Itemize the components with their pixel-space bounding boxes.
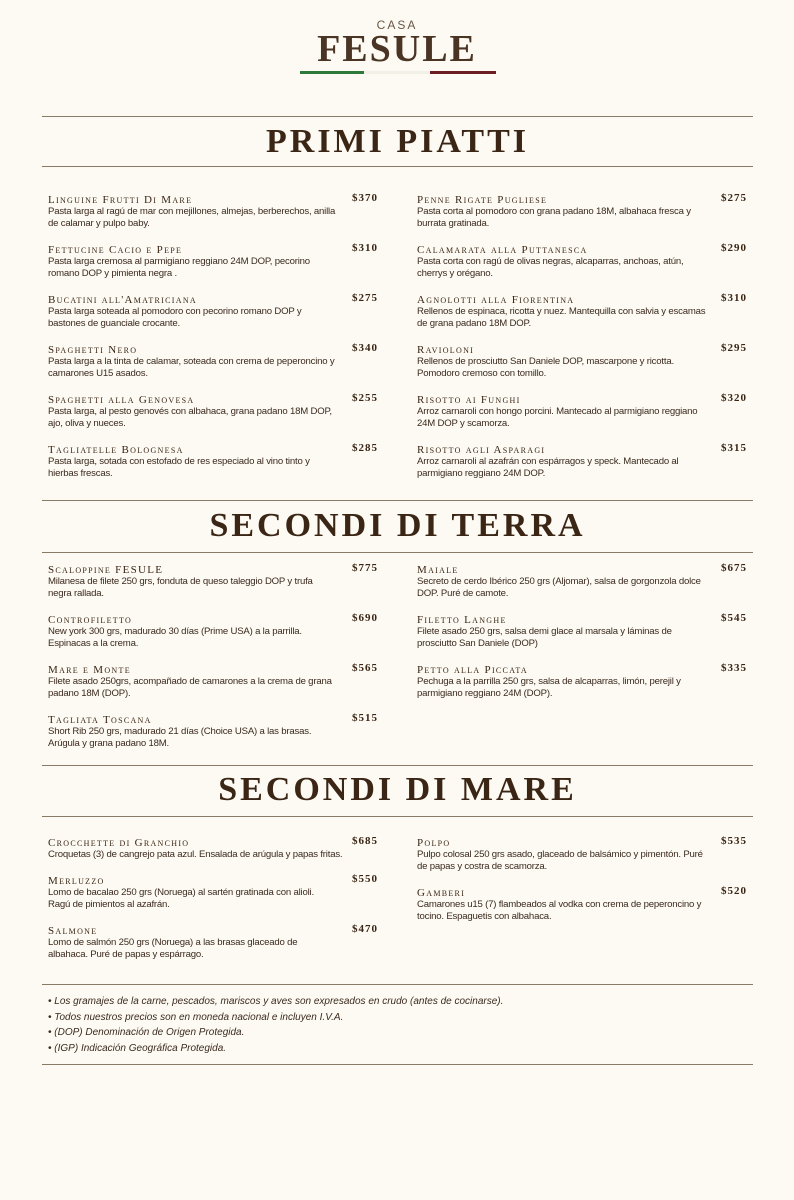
divider [42,166,753,167]
item-name: Scaloppine FESULE [48,564,164,576]
item-name: Ravioloni [417,344,475,356]
menu-item [48,344,378,380]
item-name: Crocchette di Granchio [48,837,190,849]
footnote: • (DOP) Denominación de Origen Protegida. [48,1027,245,1038]
item-description: Pasta corta al pomodoro con grana padano 18M, albahaca fresca y burrata gratinada. [417,206,691,229]
footnotes [48,994,748,1056]
restaurant-logo [0,18,794,68]
item-price: $275 [721,192,747,204]
item-name: Gamberi [417,887,466,899]
footnote: • (IGP) Indicación Geográfica Protegida. [48,1042,227,1054]
item-price: $470 [352,923,378,935]
item-price: $255 [352,392,378,404]
item-price: $515 [352,712,378,724]
menu-item [48,614,378,650]
item-name: Merluzzo [48,875,105,887]
divider [42,500,753,501]
item-price: $310 [721,292,747,304]
item-name: Salmone [48,925,98,937]
logo-casa: CASA [376,18,418,32]
menu-item [417,614,747,650]
menu-item [48,294,378,330]
item-price: $550 [352,873,378,885]
item-description: New york 300 grs, madurado 30 días (Prime USA) a la parrilla. Espinacas a la crema. [48,626,302,649]
item-name: Penne Rigate Pugliese [417,194,548,206]
item-price: $370 [352,192,378,204]
item-description: Filete asado 250 grs, salsa demi glace al marsala y láminas de prosciutto San Daniele (DOP) [417,626,672,649]
menu-item [48,837,378,861]
item-name: Tagliata Toscana [48,714,152,726]
item-price: $520 [721,885,747,897]
item-description: Pasta larga al ragú de mar con mejillones, almejas, berberechos, anilla de calamar y pulpo baby. [48,206,336,229]
menu-item [417,564,747,600]
menu-item [48,444,378,480]
item-description: Short Rib 250 grs, madurado 21 días (Choice USA) a las brasas. Arúgula y grana padano 18M. [48,726,312,749]
divider [42,816,753,817]
item-description: Pechuga a la parrilla 250 grs, salsa de alcaparras, limón, perejil y parmigiano reggiano 24M (DOP). [417,676,681,699]
item-description: Secreto de cerdo Ibérico 250 grs (Aljomar), salsa de gorgonzola dolce DOP. Puré de camote. [417,576,701,599]
menu-item [417,837,747,873]
divider [42,1064,753,1065]
item-name: Controfiletto [48,614,133,626]
divider [42,116,753,117]
italian-flag-underline [300,71,496,75]
item-name: Fettucine Cacio e Pepe [48,244,183,256]
item-description: Pasta larga a la tinta de calamar, soteada con crema de peperoncino y camarones U15 asados. [48,356,335,379]
item-price: $310 [352,242,378,254]
menu-item [48,244,378,280]
menu-item [417,394,747,430]
item-name: Calamarata alla Puttanesca [417,244,588,256]
item-price: $335 [721,662,747,674]
menu-item [48,925,378,961]
item-price: $295 [721,342,747,354]
flag-green-bar [300,71,364,74]
menu-item [48,564,378,600]
item-name: Bucatini all'Amatriciana [48,294,197,306]
item-price: $535 [721,835,747,847]
item-description: Rellenos de prosciutto San Daniele DOP, mascarpone y ricotta. Pomodoro cremoso con tomillo. [417,356,674,379]
item-name: Polpo [417,837,451,849]
menu-item [417,444,747,480]
menu-item [48,875,378,911]
item-price: $565 [352,662,378,674]
item-description: Pasta corta con ragú de olivas negras, alcaparras, anchoas, atún, cherrys y orégano. [417,256,684,279]
item-name: Filetto Langhe [417,614,507,626]
menu-item [417,664,747,700]
divider [42,765,753,766]
item-price: $290 [721,242,747,254]
menu-item [417,344,747,380]
item-description: Lomo de bacalao 250 grs (Noruega) al sartén gratinada con alioli. Ragú de pimientos al azafrán. [48,887,314,910]
item-description: Arroz carnaroli al azafrán con espárragos y speck. Mantecado al parmigiano reggiano 24M DOP. [417,456,679,479]
item-description: Rellenos de espinaca, ricotta y nuez. Mantequilla con salvia y escamas de grana padano 18M DOP. [417,306,706,329]
menu-item [48,394,378,430]
item-name: Maiale [417,564,459,576]
item-description: Filete asado 250grs, acompañado de camarones a la crema de grana padano 18M (DOP). [48,676,332,699]
item-description: Croquetas (3) de cangrejo pata azul. Ensalada de arúgula y papas fritas. [48,849,343,860]
divider [42,984,753,985]
footnote: • Todos nuestros precios son en moneda nacional e incluyen I.V.A. [48,1011,344,1023]
section-title-secondi-di-mare: SECONDI DI MARE [218,771,577,808]
item-name: Tagliatelle Bolognesa [48,444,184,456]
item-price: $340 [352,342,378,354]
item-name: Petto alla Piccata [417,664,529,676]
item-name: Mare e Monte [48,664,131,676]
item-description: Pasta larga cremosa al parmigiano reggiano 24M DOP, pecorino romano DOP y pimienta negra . [48,256,310,279]
section-title-secondi-di-terra: SECONDI DI TERRA [209,507,586,544]
item-price: $545 [721,612,747,624]
flag-white-bar [364,71,430,74]
item-description: Arroz carnaroli con hongo porcini. Mantecado al parmigiano reggiano 24M DOP y scamorza. [417,406,698,429]
flag-red-bar [430,71,496,74]
item-description: Lomo de salmón 250 grs (Noruega) a las brasas glaceado de albahaca. Puré de papas y espárrago. [48,937,298,960]
item-name: Agnolotti alla Fiorentina [417,294,575,306]
item-price: $285 [352,442,378,454]
item-price: $275 [352,292,378,304]
item-name: Risotto agli Asparagi [417,444,546,456]
logo-name: FESULE [317,28,477,70]
item-description: Pasta larga, sotada con estofado de res especiado al vino tinto y hierbas frescas. [48,456,310,479]
item-name: Linguine Frutti Di Mare [48,194,193,206]
item-description: Pasta larga soteada al pomodoro con pecorino romano DOP y bastones de guanciale crocante. [48,306,302,329]
menu-item [48,194,378,230]
item-price: $690 [352,612,378,624]
menu-item [417,887,747,923]
footnote: • Los gramajes de la carne, pescados, mariscos y aves son expresados en crudo (antes de cocinarse). [48,996,504,1007]
item-price: $675 [721,562,747,574]
item-description: Camarones u15 (7) flambeados al vodka con crema de peperoncino y tocino. Espaguetis con albahaca. [417,899,702,922]
item-name: Risotto ai Funghi [417,394,521,406]
menu-item [417,194,747,230]
item-price: $320 [721,392,747,404]
menu-item [417,244,747,280]
divider [42,552,753,553]
item-name: Spaghetti alla Genovesa [48,394,195,406]
item-price: $315 [721,442,747,454]
item-name: Spaghetti Nero [48,344,138,356]
item-price: $685 [352,835,378,847]
item-price: $775 [352,562,378,574]
menu-item [48,664,378,700]
section-title-primi-piatti: PRIMI PIATTI [266,123,529,160]
item-description: Pulpo colosal 250 grs asado, glaceado de balsámico y pimentón. Puré de papas y costra de scamorza. [417,849,703,872]
menu-item [417,294,747,330]
item-description: Pasta larga, al pesto genovés con albahaca, grana padano 18M DOP, ajo, oliva y nueces. [48,406,332,429]
menu-item [48,714,378,750]
item-description: Milanesa de filete 250 grs, fonduta de queso taleggio DOP y trufa negra rallada. [48,576,313,599]
